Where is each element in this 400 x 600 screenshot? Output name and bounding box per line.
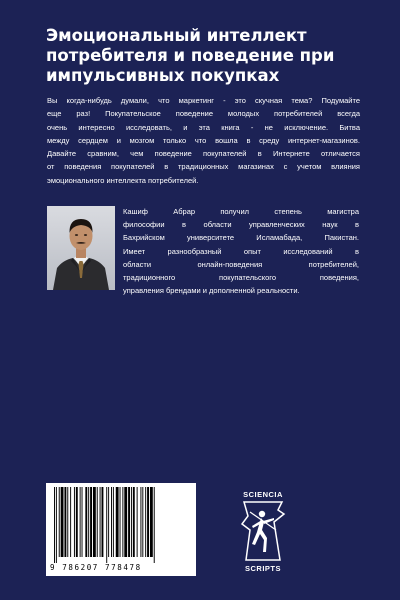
barcode-bar <box>113 487 114 557</box>
isbn-barcode <box>46 483 196 576</box>
barcode-bar <box>88 487 89 557</box>
publisher-logo-bottom-text: SCRIPTS <box>244 564 281 573</box>
barcode-bar <box>93 487 96 557</box>
author-photo <box>47 206 115 290</box>
barcode-bar <box>111 487 112 557</box>
barcode-bar <box>120 487 121 557</box>
barcode-bar <box>76 487 78 557</box>
barcode-bar <box>140 487 141 557</box>
title-line: потребителя и поведение при <box>46 46 335 65</box>
barcode-bar <box>85 487 87 557</box>
bio-line: Кашиф Абрар получил степень магистра <box>123 207 359 216</box>
barcode-bar <box>133 487 135 557</box>
barcode-icon <box>52 487 190 563</box>
barcode-bar <box>67 487 68 557</box>
barcode-bar <box>154 487 155 563</box>
barcode-bar <box>142 487 143 557</box>
barcode-bar <box>54 487 55 563</box>
blurb-line: между сердцем и мозгом только что вошла в среду интернет-магазинов. <box>47 135 360 145</box>
barcode-bar <box>61 487 64 557</box>
blurb-line: от поведения покупателей в традиционных магазинах с учетом влияния <box>47 162 360 172</box>
book-title <box>46 26 366 86</box>
book-blurb <box>47 94 360 187</box>
barcode-bar <box>145 487 146 557</box>
barcode-bar <box>100 487 101 557</box>
barcode-bar <box>97 487 98 557</box>
blurb-line: очень интересно исследовать, и эта книга - не исключение. Битва <box>47 122 360 132</box>
barcode-bar <box>59 487 60 557</box>
publisher-logo <box>232 486 294 578</box>
barcode-bar <box>70 487 71 557</box>
running-figure-icon <box>240 500 286 562</box>
author-portrait-icon <box>47 206 115 290</box>
barcode-bar <box>56 487 57 563</box>
title-line: импульсивных покупках <box>46 66 280 85</box>
barcode-bar <box>116 487 119 557</box>
barcode-bar <box>137 487 138 557</box>
blurb-line: Давайте сравним, чем поведение покупателей в Интернете отличается <box>47 149 360 159</box>
bio-line: традиционного покупательского поведения, <box>123 273 359 283</box>
barcode-bar <box>128 487 130 557</box>
barcode-bar <box>147 487 149 557</box>
barcode-bar <box>74 487 75 557</box>
publisher-logo-top-text: SCIENCIA <box>243 490 283 499</box>
bio-line: области онлайн-поведения потребителей, <box>123 259 359 269</box>
barcode-bar <box>64 487 66 557</box>
isbn-number: 9 786207 778478 <box>50 563 142 572</box>
bio-line: философии в области управленческих наук в <box>123 220 359 230</box>
blurb-line: эмоционального интеллекта потребителей. <box>47 175 199 185</box>
barcode-bar <box>80 487 81 557</box>
author-bio <box>123 205 359 297</box>
barcode-bar <box>108 487 109 557</box>
barcode-bar <box>90 487 92 557</box>
blurb-line: еще раз! Покупательское поведение молодых потребителей всегда <box>47 109 360 119</box>
barcode-bar <box>150 487 153 557</box>
barcode-bar <box>102 487 104 557</box>
barcode-bar <box>122 487 123 557</box>
barcode-bar <box>124 487 127 557</box>
barcode-bar <box>131 487 132 557</box>
title-line: Эмоциональный интеллект <box>46 26 307 45</box>
blurb-line: Вы когда-нибудь думали, что маркетинг - это скучная тема? Подумайте <box>47 96 360 105</box>
barcode-bar <box>82 487 83 557</box>
bio-line: управления брендами и дополненной реальности. <box>123 286 300 296</box>
bio-line: Бахрийском университете Исламабада, Пакистан. <box>123 233 359 243</box>
barcode-bar <box>106 487 107 563</box>
bio-line: Имеет разнообразный опыт исследований в <box>123 246 359 256</box>
